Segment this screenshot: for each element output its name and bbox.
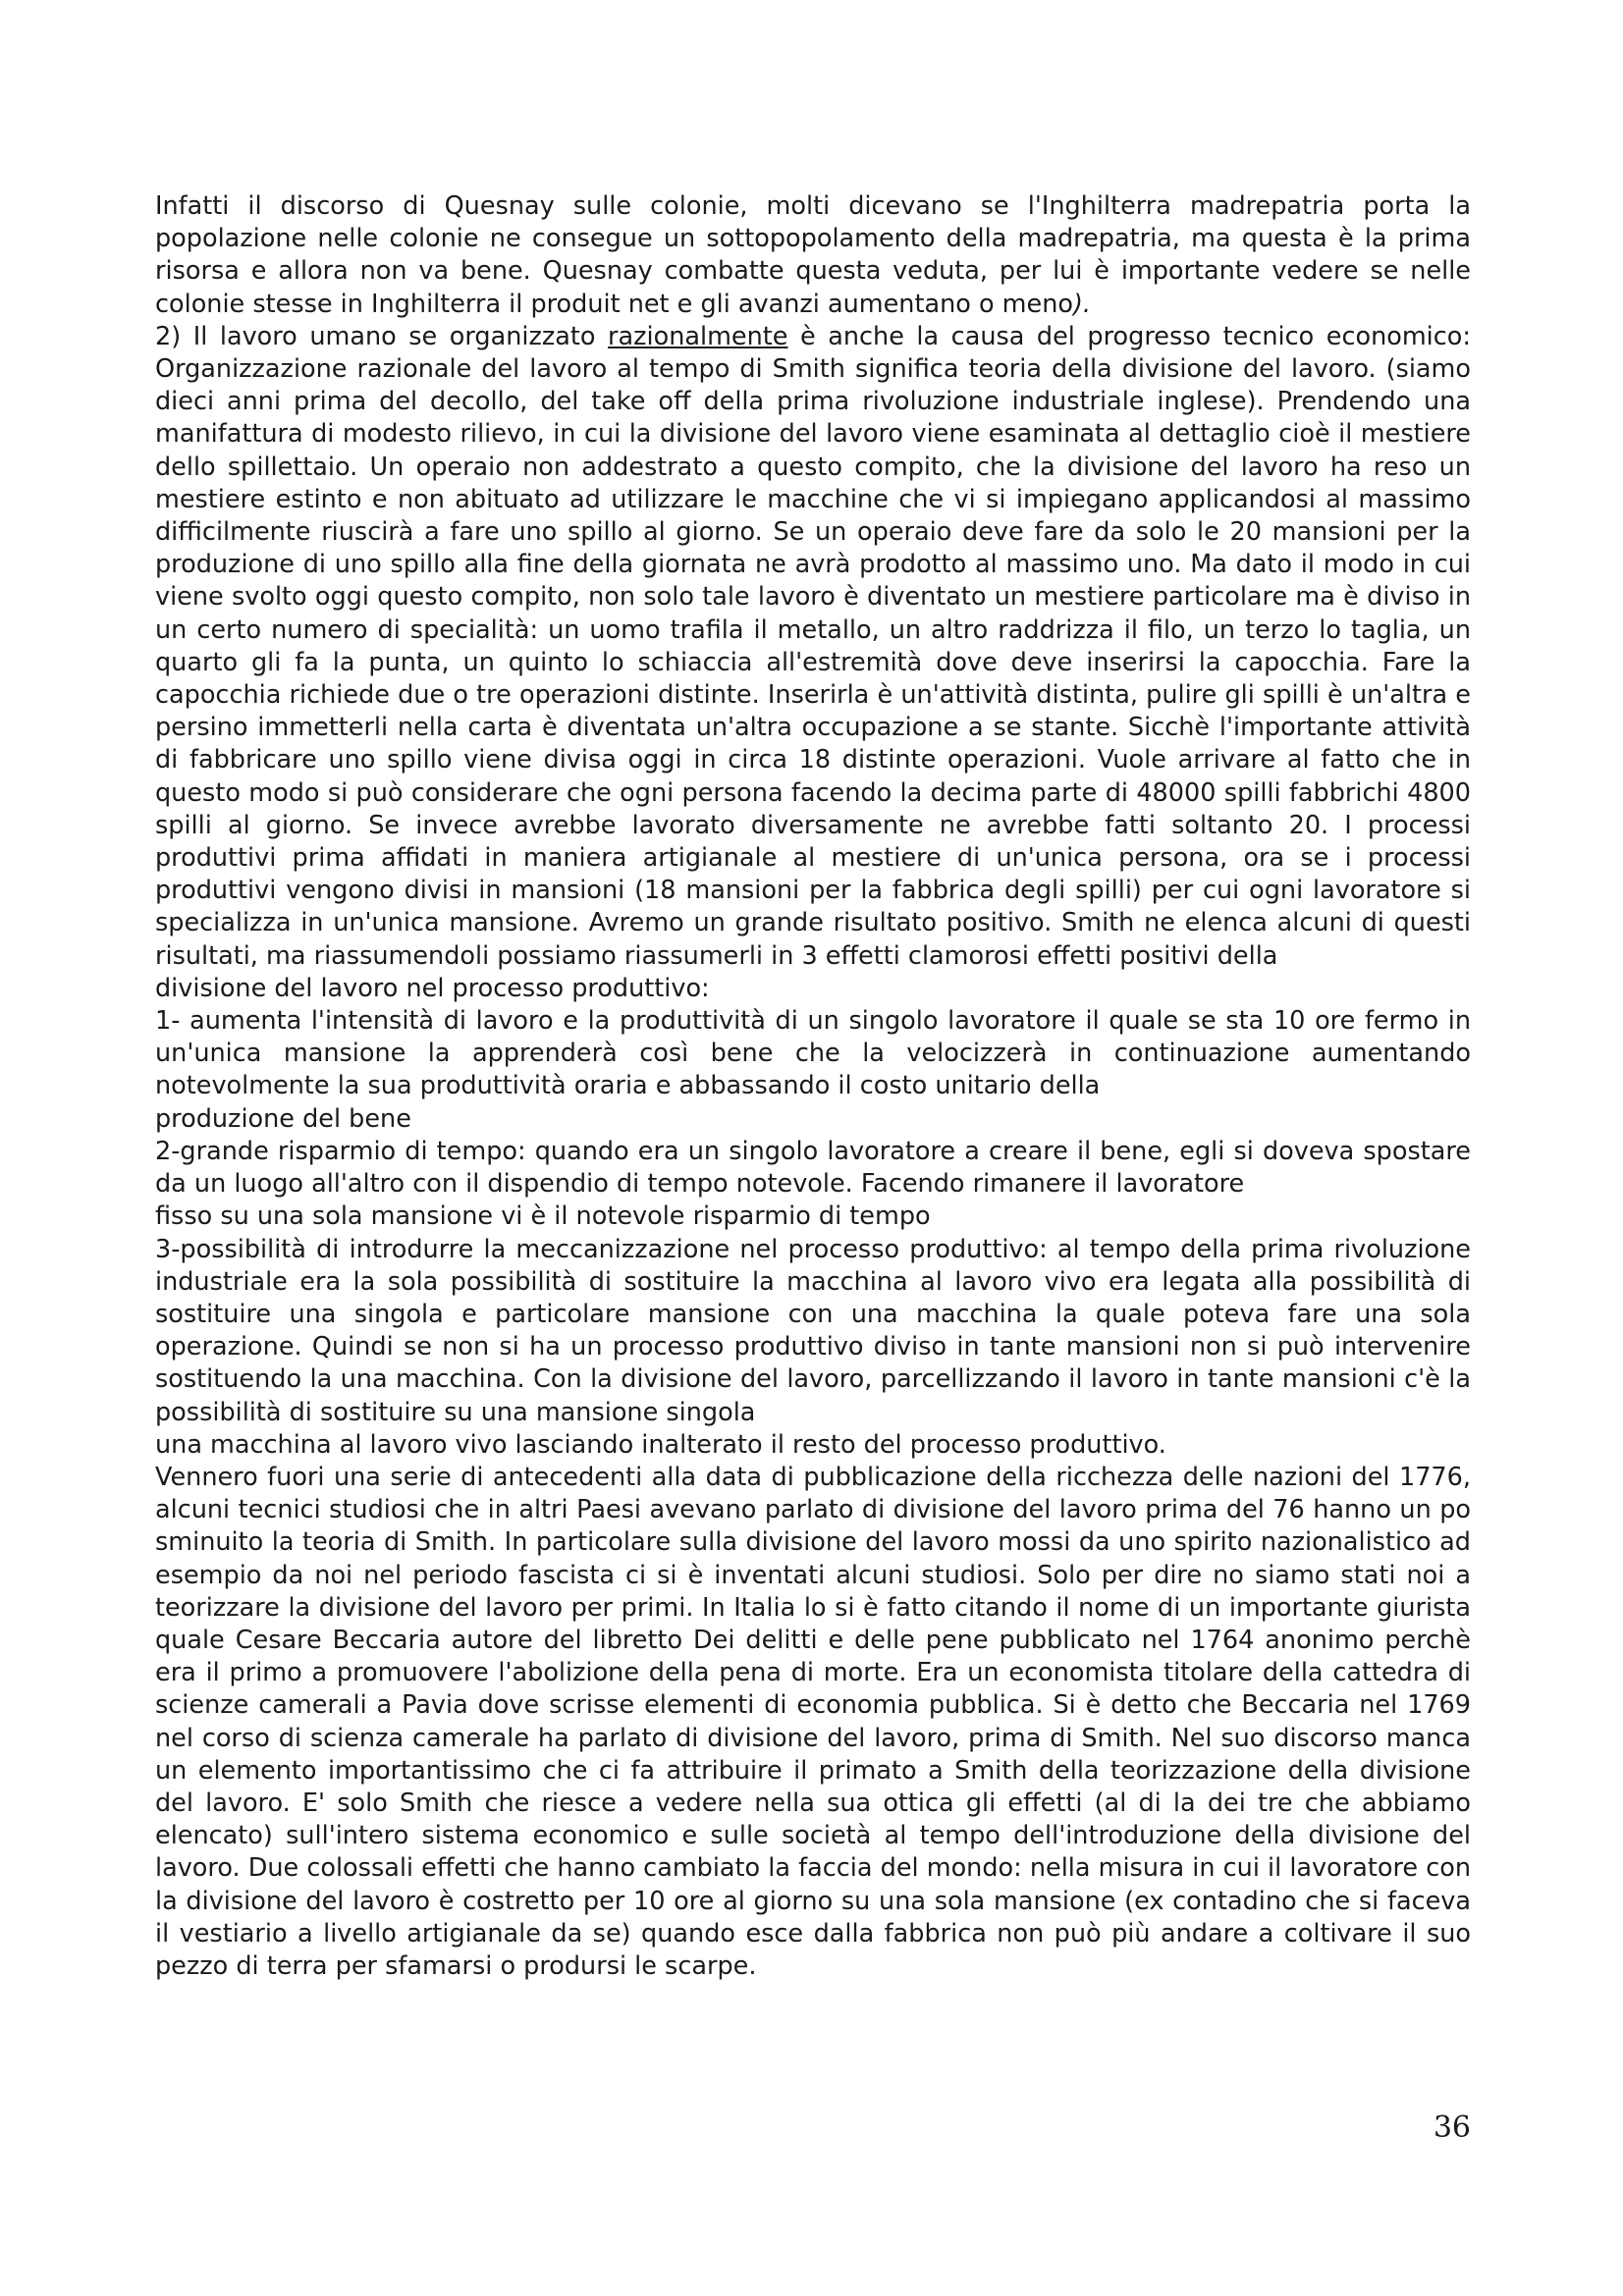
list-item-time-saving: 2-grande risparmio di tempo: quando era un singolo lavoratore a creare il bene, egli si doveva spostare da un luogo all'altro con il dispendio di tempo notevole. Facendo rimanere il lavoratore xyxy=(155,1136,1471,1200)
paragraph-beccaria-antecedents: Vennero fuori una serie di antecedenti alla data di pubblicazione della ricchezza delle nazioni del 1776, alcuni tecnici studiosi che in altri Paesi avevano parlato di divisione del lavoro prima del 76 hanno un po sminuito la teoria di Smith. In particolare sulla divisione del lavoro mossi da uno spirito nazionalistico ad esempio da noi nel periodo fascista ci si è inventati alcuni studiosi. Solo per dire no siamo stati noi a teorizzare la divisione del lavoro per primi. In Italia lo si è fatto citando il nome di un importante giurista quale Cesare Beccaria autore del libretto Dei delitti e delle pene pubblicato nel 1764 anonimo perchè era il primo a promuovere l'abolizione della pena di morte. Era un economista titolare della cattedra di scienze camerali a Pavia dove scrisse elementi di economia pubblica. Si è detto che Beccaria nel 1769 nel corso di scienza camerale ha parlato di divisione del lavoro, prima di Smith. Nel suo discorso manca un elemento importantissimo che ci fa attribuire il primato a Smith della teorizzazione della divisione del lavoro. E' solo Smith che riesce a vedere nella sua ottica gli effetti (al di la dei tre che abbiamo elencato) sull'intero sistema economico e sulle società al tempo dell'introduzione della divisione del lavoro. Due colossali effetti che hanno cambiato la faccia del mondo: nella misura in cui il lavoratore con la divisione del lavoro è costretto per 10 ore al giorno su una sola mansione (ex contadino che si faceva il vestiario a livello artigianale da se) quando esce dalla fabbrica non può più andare a coltivare il suo pezzo di terra per sfamarsi o prodursi le scarpe. xyxy=(155,1462,1471,1981)
underlined-word: razionalmente xyxy=(608,321,788,351)
paragraph-text-italic-tail: ). xyxy=(1072,289,1092,319)
paragraph-text: è anche la causa del progresso tecnico economico: Organizzazione razionale del lavoro al tempo di Smith significa teoria della divisione del lavoro. (siamo dieci anni prima del decollo, del take off della prima rivoluzione industriale inglese). Prendendo una manifattura di modesto rilievo, in cui la divisione del lavoro viene esaminata al dettaglio cioè il mestiere dello spillettaio. Un operaio non addestrato a questo compito, che la divisione del lavoro ha reso un mestiere estinto e non abituato ad utilizzare le macchine che vi si impiegano applicandosi al massimo difficilmente riuscirà a fare uno spillo al giorno. Se un operaio deve fare da solo le 20 mansioni per la produzione di uno spillo alla fine della giornata ne avrà prodotto al massimo uno. Ma dato il modo in cui viene svolto oggi questo compito, non solo tale lavoro è diventato un mestiere particolare ma è diviso in un certo numero di specialità: un uomo trafila il metallo, un altro raddrizza il filo, un terzo lo taglia, un quarto gli fa la punta, un quinto lo schiaccia all'estremità dove deve inserirsi la capocchia. Fare la capocchia richiede due o tre operazioni distinte. Inserirla è un'attività distinta, pulire gli spilli è un'altra e persino immetterli nella carta è diventata un'altra occupazione a se stante. Sicchè l'importante attività di fabbricare uno spillo viene divisa oggi in circa 18 distinte operazioni. Vuole arrivare al fatto che in questo modo si può considerare che ogni persona facendo la decima parte di 48000 spilli fabbrichi 4800 spilli al giorno. Se invece avrebbe lavorato diversamente ne avrebbe fatti soltanto 20. I processi produttivi prima affidati in maniera artigianale al mestiere di un'unica persona, ora se i processi produttivi vengono divisi in mansioni (18 mansioni per la fabbrica degli spilli) per cui ogni lavoratore si specializza in un'unica mansione. Avremo un grande risultato positivo. Smith ne elenca alcuni di questi risultati, ma riassumendoli possiamo riassumerli in 3 effetti clamorosi effetti positivi della xyxy=(155,321,1471,971)
paragraph-quesnay-colonies xyxy=(155,190,1471,321)
paragraph-text: Infatti il discorso di Quesnay sulle colonie, molti dicevano se l'Inghilterra madrepatria porta la popolazione nelle colonie ne consegue un sottopopolamento della madrepatria, ma questa è la prima risorsa e allora non va bene. Quesnay combatte questa veduta, per lui è importante vedere se nelle colonie stesse in Inghilterra il produit net e gli avanzi aumentano o meno xyxy=(155,191,1471,319)
paragraph-line-last: produzione del bene xyxy=(155,1103,411,1134)
list-item-productivity: 1- aumenta l'intensità di lavoro e la produttività di un singolo lavoratore il quale se sta 10 ore fermo in un'unica mansione la apprenderà così bene che la velocizzerà in continuazione aumentando notevolmente la sua produttività oraria e abbassando il costo unitario della xyxy=(155,1006,1471,1101)
paragraph-rational-labor xyxy=(155,321,1471,973)
paragraph-line-last: una macchina al lavoro vivo lasciando inalterato il resto del processo produttivo. xyxy=(155,1429,1166,1460)
body-text xyxy=(155,190,1471,1983)
page-number: 36 xyxy=(1433,2110,1471,2145)
paragraph-text: 2) Il lavoro umano se organizzato xyxy=(155,321,609,351)
paragraph-line-last: divisione del lavoro nel processo produttivo: xyxy=(155,973,710,1003)
paragraph-line-last: fisso su una sola mansione vi è il notevole risparmio di tempo xyxy=(155,1201,931,1232)
list-item-mechanization: 3-possibilità di introdurre la meccanizzazione nel processo produttivo: al tempo della prima rivoluzione industriale era la sola possibilità di sostituire la macchina al lavoro vivo era legata alla possibilità di sostituire una singola e particolare mansione con una macchina la quale poteva fare una sola operazione. Quindi se non si ha un processo produttivo diviso in tante mansioni non si può intervenire sostituendo la una macchina. Con la divisione del lavoro, parcellizzando il lavoro in tante mansioni c'è la possibilità di sostituire su una mansione singola xyxy=(155,1234,1471,1427)
